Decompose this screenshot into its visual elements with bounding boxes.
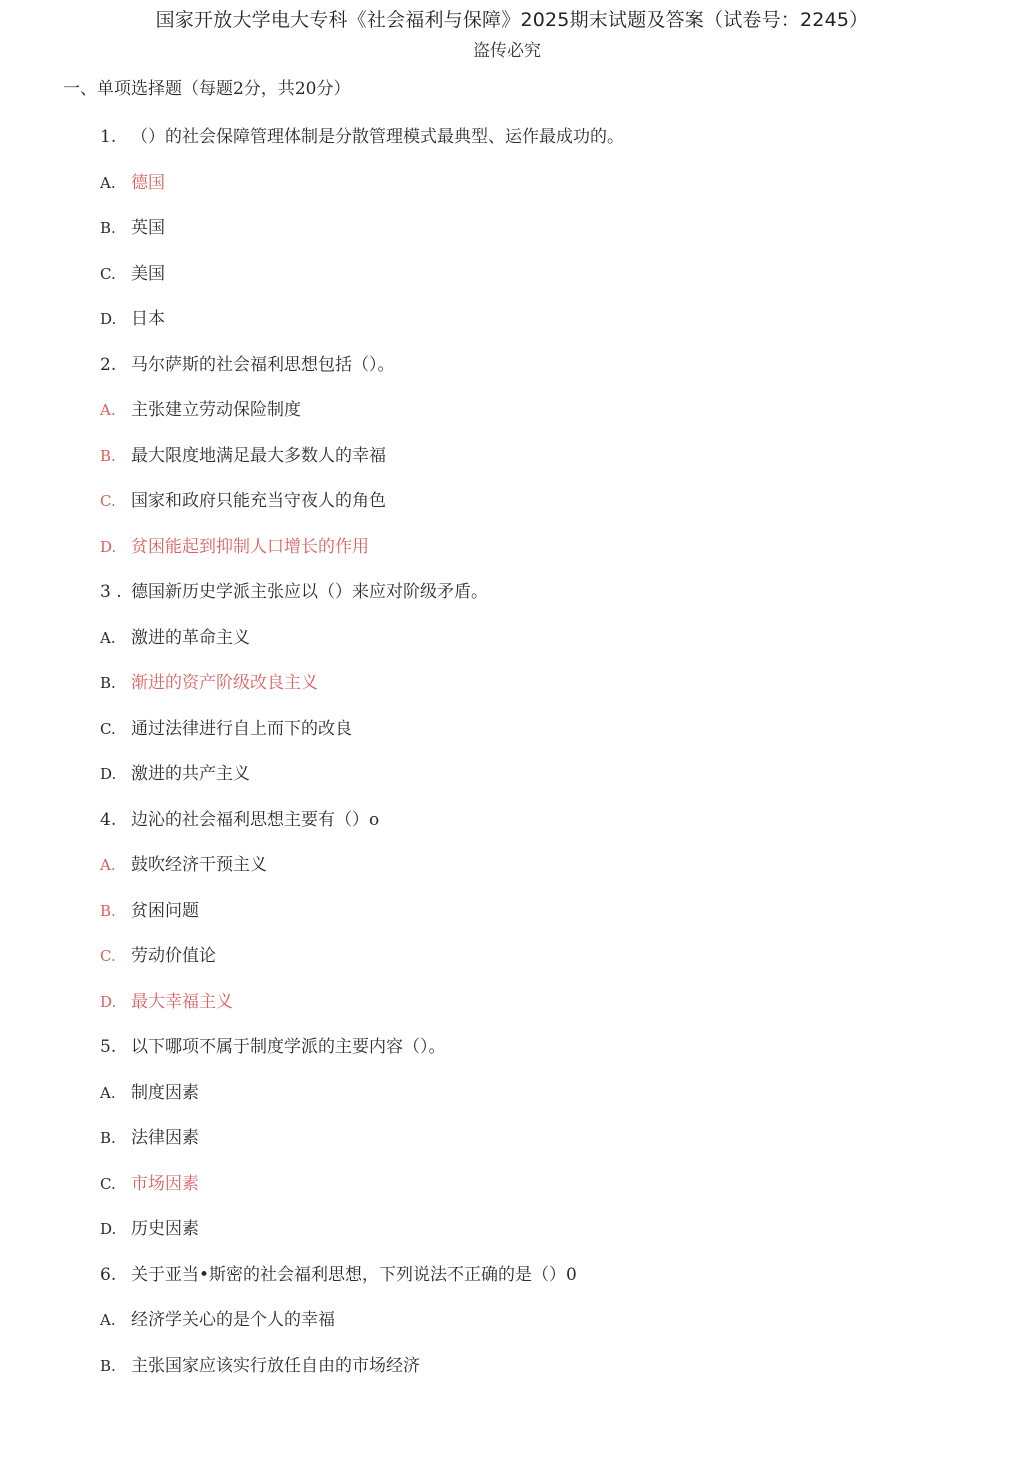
option-text: 激进的共产主义 <box>131 764 250 784</box>
question-number: 3 . <box>100 582 122 602</box>
option-letter: C. <box>100 264 116 283</box>
option-text-answer: 最大幸福主义 <box>131 991 233 1012</box>
option-text-answer: 德国 <box>131 172 165 193</box>
question-stem <box>100 352 980 378</box>
option-d <box>100 534 980 560</box>
option-a <box>100 1307 980 1333</box>
question-stem <box>100 124 980 150</box>
option-letter: A. <box>100 856 116 874</box>
option-b <box>100 443 980 469</box>
question-stem <box>100 807 980 833</box>
option-a <box>100 170 980 196</box>
option-c <box>100 261 980 287</box>
option-text: 英国 <box>131 218 165 238</box>
option-letter: A. <box>100 401 116 419</box>
option-a <box>100 1080 980 1106</box>
option-c <box>100 1171 980 1197</box>
section-heading: 一、单项选择题（每题2分，共20分） <box>63 79 351 99</box>
option-text: 主张国家应该实行放任自由的市场经济 <box>131 1355 420 1376</box>
option-text-answer: 市场因素 <box>131 1173 199 1194</box>
option-d <box>100 989 980 1015</box>
option-letter: D. <box>100 537 117 556</box>
option-text-answer: 贫困能起到抑制人口增长的作用 <box>131 536 369 557</box>
option-text: 主张建立劳动保险制度 <box>131 400 301 420</box>
option-c <box>100 943 980 969</box>
question-number: 2. <box>100 354 117 375</box>
option-letter: D. <box>100 992 117 1011</box>
option-letter: C. <box>100 947 116 965</box>
option-letter: D. <box>100 1220 117 1238</box>
option-text: 贫困问题 <box>131 900 199 921</box>
option-c <box>100 716 980 742</box>
option-letter: B. <box>100 674 116 692</box>
question-list <box>100 124 980 1398</box>
option-text: 日本 <box>131 309 165 329</box>
option-a <box>100 625 980 651</box>
option-a <box>100 397 980 423</box>
option-text: 激进的革命主义 <box>131 627 250 648</box>
option-letter: A. <box>100 1311 116 1329</box>
option-letter: C. <box>100 719 116 738</box>
question-2 <box>100 352 980 560</box>
option-text: 通过法律进行自上而下的改良 <box>131 718 352 739</box>
question-stem <box>100 1034 980 1060</box>
question-number: 1. <box>100 127 117 147</box>
question-number: 5. <box>100 1037 117 1057</box>
question-text: 边沁的社会福利思想主要有（）o <box>131 809 380 830</box>
question-text: 关于亚当•斯密的社会福利思想，下列说法不正确的是（）0 <box>131 1264 577 1285</box>
option-b <box>100 670 980 696</box>
question-text: 以下哪项不属于制度学派的主要内容（）。 <box>131 1037 446 1057</box>
option-b <box>100 215 980 241</box>
option-d <box>100 306 980 332</box>
option-letter: D. <box>100 765 117 783</box>
question-stem <box>100 1262 980 1288</box>
question-stem <box>100 579 980 605</box>
question-1 <box>100 124 980 332</box>
option-text: 历史因素 <box>131 1219 199 1239</box>
question-3 <box>100 579 980 787</box>
option-text: 经济学关心的是个人的幸福 <box>131 1310 335 1330</box>
option-text: 最大限度地满足最大多数人的幸福 <box>131 445 386 466</box>
option-text: 劳动价值论 <box>131 946 216 966</box>
question-6 <box>100 1262 980 1379</box>
question-text: 德国新历史学派主张应以（）来应对阶级矛盾。 <box>131 582 488 602</box>
question-4 <box>100 807 980 1015</box>
option-letter: B. <box>100 901 116 920</box>
question-text: （）的社会保障管理体制是分散管理模式最典型、运作最成功的。 <box>131 127 624 147</box>
option-d <box>100 1216 980 1242</box>
option-b <box>100 1353 980 1379</box>
option-letter: B. <box>100 446 116 465</box>
option-c <box>100 488 980 514</box>
document-title: 国家开放大学电大专科《社会福利与保障》2025期末试题及答案（试卷号：2245） <box>155 9 869 31</box>
option-letter: D. <box>100 310 117 328</box>
option-letter: B. <box>100 1129 116 1147</box>
option-letter: B. <box>100 219 116 237</box>
option-letter: B. <box>100 1356 116 1375</box>
option-text: 法律因素 <box>131 1128 199 1148</box>
option-a <box>100 852 980 878</box>
option-b <box>100 898 980 924</box>
option-letter: A. <box>100 173 116 192</box>
option-d <box>100 761 980 787</box>
option-b <box>100 1125 980 1151</box>
option-letter: C. <box>100 492 116 510</box>
option-text: 鼓吹经济干预主义 <box>131 855 267 875</box>
option-text: 制度因素 <box>131 1082 199 1103</box>
option-text: 美国 <box>131 263 165 284</box>
question-text: 马尔萨斯的社会福利思想包括（）。 <box>131 354 395 375</box>
question-5 <box>100 1034 980 1242</box>
option-letter: C. <box>100 1174 116 1193</box>
option-letter: A. <box>100 1083 116 1102</box>
option-text: 国家和政府只能充当守夜人的角色 <box>131 491 386 511</box>
option-letter: A. <box>100 628 116 647</box>
option-text-answer: 渐进的资产阶级改良主义 <box>131 673 318 693</box>
document-subtitle: 盗传必究 <box>473 41 541 61</box>
question-number: 4. <box>100 809 117 830</box>
question-number: 6. <box>100 1264 117 1285</box>
